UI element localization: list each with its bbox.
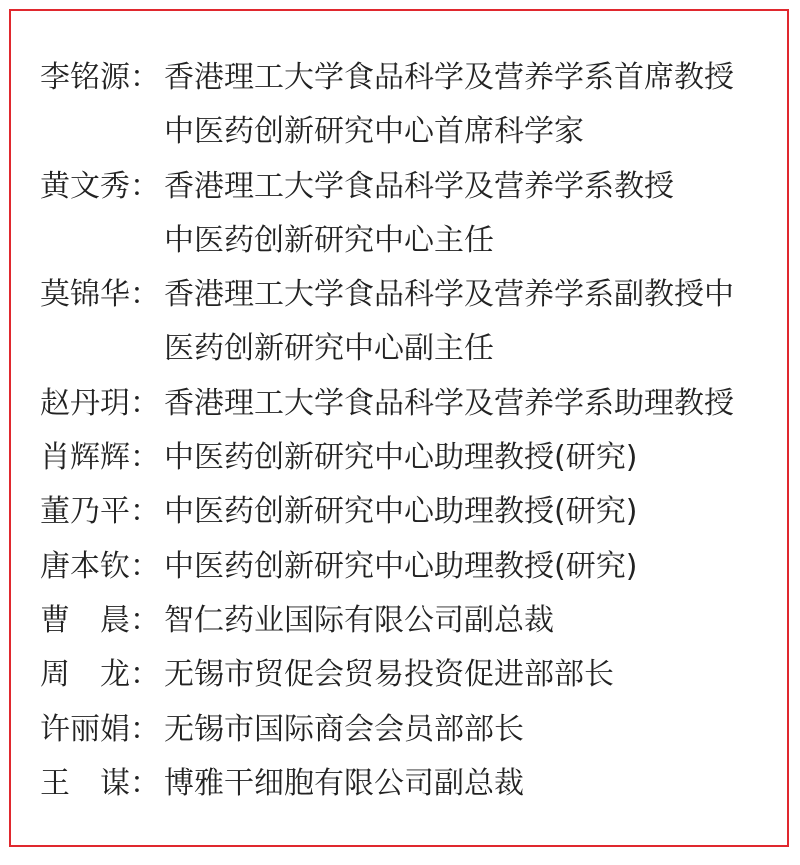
- person-roles: [164, 648, 780, 702]
- list-item: [40, 160, 780, 269]
- person-roles: [164, 431, 780, 485]
- personnel-list: [40, 51, 780, 811]
- list-item: [40, 648, 780, 702]
- person-roles: [164, 594, 780, 648]
- person-name: 王 谋：: [40, 765, 160, 801]
- list-item: [40, 757, 780, 811]
- person-role: 中医药创新研究中心助理教授(研究): [164, 548, 638, 584]
- list-item: [40, 377, 780, 431]
- person-name: 董乃平：: [40, 494, 160, 530]
- list-item: [40, 703, 780, 757]
- person-role: 博雅干细胞有限公司副总裁: [164, 765, 524, 801]
- list-item: [40, 51, 780, 160]
- person-role: 香港理工大学食品科学及营养学系助理教授: [164, 385, 734, 421]
- list-item: [40, 431, 780, 485]
- person-roles: [164, 485, 780, 539]
- person-role: 智仁药业国际有限公司副总裁: [164, 602, 554, 638]
- list-item: [40, 485, 780, 539]
- person-role: 香港理工大学食品科学及营养学系教授: [164, 168, 674, 204]
- person-name: 肖辉辉：: [40, 440, 160, 476]
- list-item: [40, 268, 780, 377]
- person-roles: [164, 540, 780, 594]
- person-name: 曹 晨：: [40, 602, 160, 638]
- list-item: [40, 594, 780, 648]
- person-role: 无锡市贸促会贸易投资促进部部长: [164, 657, 614, 693]
- person-roles: [164, 757, 780, 811]
- person-role: 香港理工大学食品科学及营养学系副教授中: [164, 277, 734, 313]
- person-name: 唐本钦：: [40, 548, 160, 584]
- person-role: 中医药创新研究中心首席科学家: [164, 114, 584, 150]
- person-name: 周 龙：: [40, 657, 160, 693]
- person-roles: [164, 703, 780, 757]
- person-role: 中医药创新研究中心主任: [164, 222, 494, 258]
- person-role: 香港理工大学食品科学及营养学系首席教授: [164, 60, 734, 95]
- person-role: 中医药创新研究中心助理教授(研究): [164, 494, 638, 530]
- person-roles: [164, 268, 780, 377]
- person-name: 莫锦华：: [40, 277, 160, 313]
- person-role: 医药创新研究中心副主任: [164, 331, 494, 367]
- person-name: 李铭源：: [40, 60, 160, 95]
- person-roles: [164, 51, 780, 160]
- person-role: 中医药创新研究中心助理教授(研究): [164, 440, 638, 476]
- person-name: 许丽娟：: [40, 711, 160, 747]
- person-roles: [164, 377, 780, 431]
- person-role: 无锡市国际商会会员部部长: [164, 711, 524, 747]
- person-name: 黄文秀：: [40, 168, 160, 204]
- list-item: [40, 540, 780, 594]
- person-roles: [164, 160, 780, 269]
- person-name: 赵丹玥：: [40, 385, 160, 421]
